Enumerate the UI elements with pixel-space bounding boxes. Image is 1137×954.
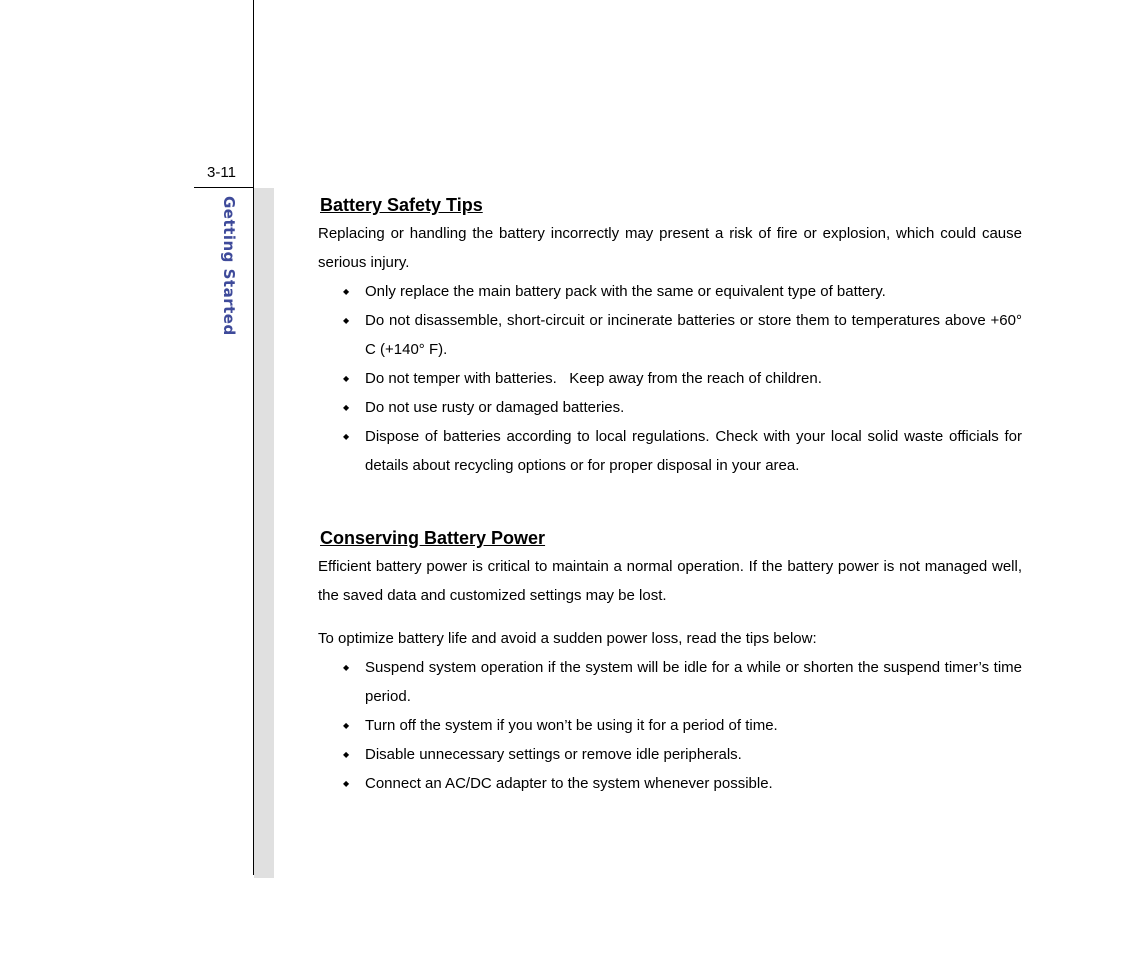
margin-gray-bar xyxy=(254,188,274,878)
page-number: 3-11 xyxy=(207,164,236,181)
list-item: ◆ Do not use rusty or damaged batteries. xyxy=(365,393,1022,422)
section-intro: Efficient battery power is critical to maintain a normal operation. If the battery power is not managed well, the saved data and customized settings may be lost. xyxy=(318,558,1022,604)
section-title: Battery Safety Tips xyxy=(320,195,483,215)
section-title: Conserving Battery Power xyxy=(320,528,546,548)
list-item: ◆ Suspend system operation if the system will be idle for a while or shorten the suspend timer’s time period. xyxy=(365,653,1022,711)
section-intro: Replacing or handling the battery incorrectly may present a risk of fire or explosion, which could cause serious injury. xyxy=(318,225,1022,271)
chapter-tab: Getting Started xyxy=(220,196,238,336)
section-conserving-battery-power xyxy=(318,524,1022,798)
list-item: ◆ Only replace the main battery pack with the same or equivalent type of battery. xyxy=(365,277,1022,306)
list-item: ◆ Turn off the system if you won’t be using it for a period of time. xyxy=(365,711,1022,740)
bullet-list xyxy=(318,277,1022,480)
page-number-rule xyxy=(194,187,254,188)
section-intro-2: To optimize battery life and avoid a sudden power loss, read the tips below: xyxy=(318,630,817,647)
list-item: ◆ Dispose of batteries according to local regulations. Check with your local solid waste officials for details about recycling options or for proper disposal in your area. xyxy=(365,422,1022,480)
bullet-list xyxy=(318,653,1022,798)
page-content xyxy=(318,191,1022,798)
list-item: ◆ Do not disassemble, short-circuit or incinerate batteries or store them to temperatures above +60° C (+140° F). xyxy=(365,306,1022,364)
list-item: ◆ Do not temper with batteries. Keep away from the reach of children. xyxy=(365,364,1022,393)
list-item: ◆ Disable unnecessary settings or remove idle peripherals. xyxy=(365,740,1022,769)
section-battery-safety-tips xyxy=(318,191,1022,480)
list-item: ◆ Connect an AC/DC adapter to the system whenever possible. xyxy=(365,769,1022,798)
